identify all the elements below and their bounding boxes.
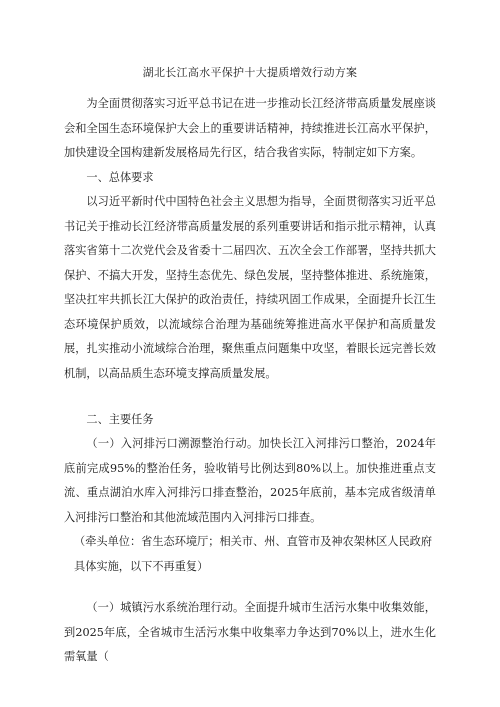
intro-paragraph: 为全面贯彻落实习近平总书记在进一步推动长江经济带高质量发展座谈会和全国生态环境保护大会上的重要讲话精神，持续推进长江高水平保护，加快建设全国构建新发展格局先行区，结合我省实际，特制定如下方案。 <box>64 97 436 159</box>
general-requirements-paragraph: 以习近平新时代中国特色社会主义思想为指导，全面贯彻落实习近平总书记关于推动长江经济带高质量发展的系列重要讲话和指示批示精神，认真落实省第十二次党代会及省委十二届四次、五次全会工作部署，坚持共抓大保护、不搞大开发，坚持生态优先、绿色发展，坚持整体推进、系统施策，坚决扛牢共抓长江大保护的政治责任，持续巩固工作成果，全面提升长江生态环境保护质效，以流域综合治理为基础统筹推进高水平保护和高质量发展，扎实推动小流域综合治理，聚焦重点问题集中攻坚，着眼长远完善长效机制，以高品质生态环境支撑高质量发展。 <box>64 195 436 380</box>
lead-unit-note: （牵头单位：省生态环境厅；相关市、州、直管市及神农架林区人民政府具体实施，以下不再重复） <box>74 535 433 573</box>
task-outfall-remediation-paragraph: （一）入河排污口溯源整治行动。加快长江入河排污口整治，2024年底前完成95%的整治任务，验收销号比例达到80%以上。加快推进重点支流、重点湖泊水库入河排污口排查整治，2025年底前，基本完成省级清单入河排污口整治和其他流域范围内入河排污口排查。 <box>64 437 436 524</box>
section-heading-main-tasks: 二、主要任务 <box>86 413 154 426</box>
section-heading-general-requirements: 一、总体要求 <box>86 171 154 184</box>
document-title: 湖北长江高水平保护十大提质增效行动方案 <box>142 66 358 79</box>
task-urban-sewage-paragraph: （一）城镇污水系统治理行动。全面提升城市生活污水集中收集效能，到2025年底，全省城市生活污水集中收集率力争达到70%以上，进水生化需氧量（ <box>64 601 436 663</box>
